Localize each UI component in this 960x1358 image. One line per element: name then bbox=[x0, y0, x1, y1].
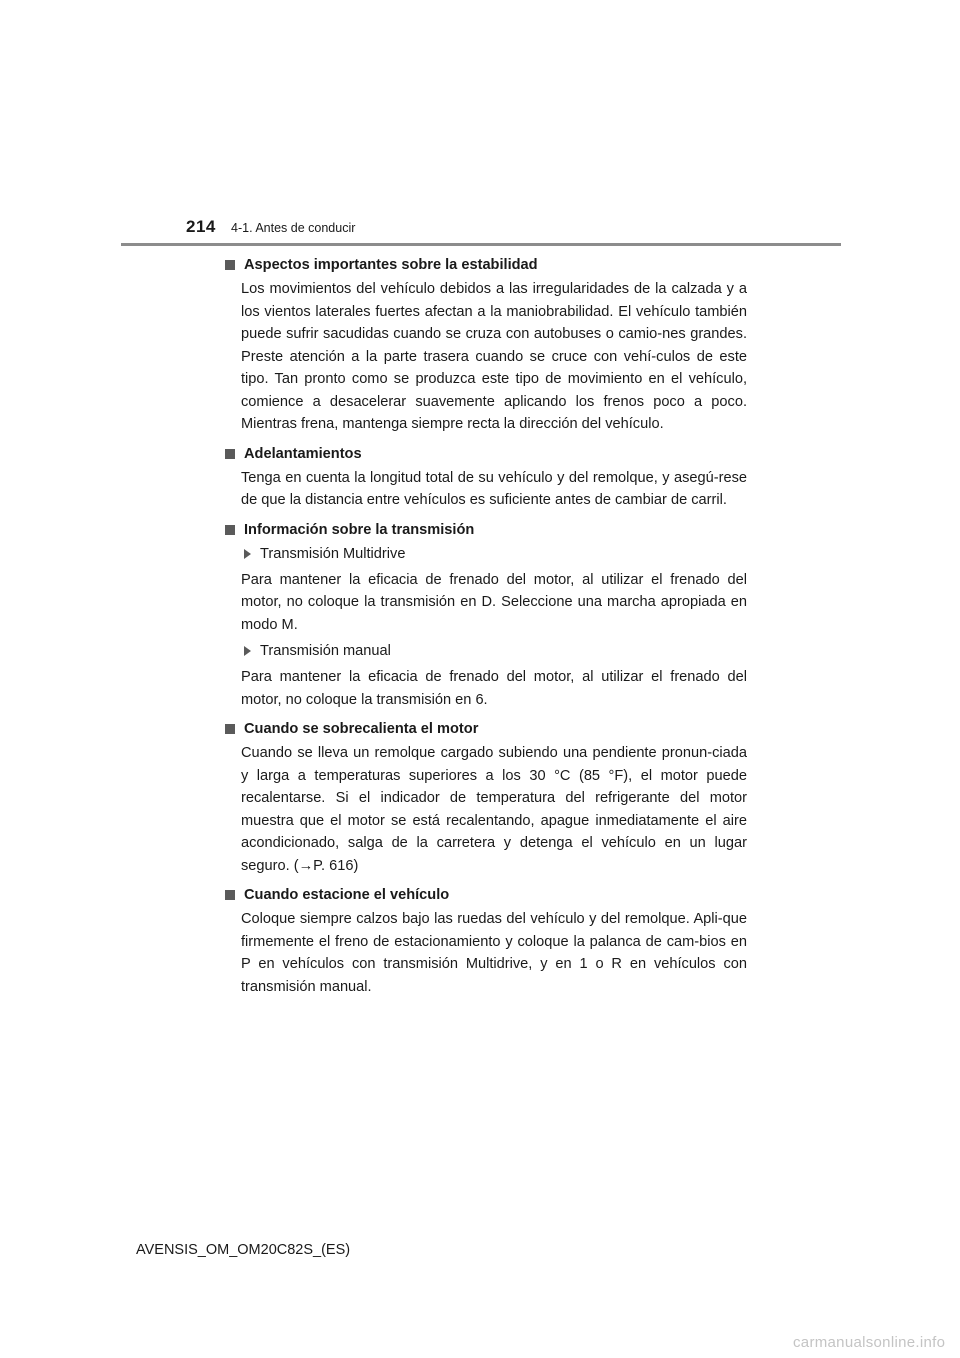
triangle-bullet-icon bbox=[244, 646, 251, 656]
section-transmission bbox=[222, 519, 747, 712]
section-overtaking bbox=[222, 443, 747, 512]
section-heading-text: Información sobre la transmisión bbox=[244, 521, 475, 538]
section-heading bbox=[222, 884, 747, 906]
section-heading bbox=[222, 718, 747, 740]
section-heading-text: Aspectos importantes sobre la estabilidad bbox=[244, 257, 538, 273]
section-paragraph: Coloque siempre calzos bajo las ruedas del vehículo y del remolque. Apli-que firmemente el freno de estacionamiento y coloque la palanca de cam-bios en P en vehículos con transmisión Multidrive, y en 1 o R en vehículos con transmisión manual. bbox=[241, 911, 747, 995]
page-number: 214 bbox=[186, 217, 216, 236]
section-heading bbox=[222, 254, 747, 276]
section-overheating bbox=[222, 718, 747, 877]
square-bullet-icon bbox=[225, 449, 235, 459]
section-heading-text: Cuando estacione el vehículo bbox=[244, 887, 450, 903]
section-paragraph: Los movimientos del vehículo debidos a las irregularidades de la calzada y a los vientos laterales fuertes afectan a la maniobrabilidad. El vehículo también puede sufrir sacudidas cuando se cruza con autobuses o camio-nes grandes. Preste atención a la parte trasera cuando se cruce con vehí-culos de este tipo. Tan pronto como se produzca este tipo de movimiento en el vehículo, comience a desacelerar suavemente aplicando los frenos poco a poco. Mientras frena, mantenga siempre recta la dirección del vehículo. bbox=[241, 281, 747, 432]
subsection-label-multidrive bbox=[244, 543, 747, 565]
document-code: AVENSIS_OM_OM20C82S_(ES) bbox=[136, 1242, 351, 1258]
section-heading-text: Adelantamientos bbox=[244, 445, 362, 462]
subsection-label-text: Transmisión Multidrive bbox=[260, 545, 406, 562]
square-bullet-icon bbox=[225, 890, 235, 900]
square-bullet-icon bbox=[225, 724, 235, 734]
page-header bbox=[0, 0, 960, 250]
page-content bbox=[222, 254, 747, 1005]
section-title: 4-1. Antes de conducir bbox=[231, 221, 356, 235]
header-divider bbox=[121, 243, 841, 246]
section-heading bbox=[222, 519, 747, 541]
section-paragraph: Para mantener la eficacia de frenado del motor, al utilizar el frenado del motor, no coloque la transmisión en D. Seleccione una marcha apropiada en modo M. bbox=[241, 571, 747, 633]
section-paragraph: Cuando se lleva un remolque cargado subiendo una pendiente pronun-ciada y larga a temperaturas superiores a los 30 °C (85 °F), el motor puede recalentarse. Si el indicador de temperatura del refrigerante del motor muestra que el motor se está recalentando, apague inmediatamente el aire acondicionado, salga de la carretera y detenga el vehículo en un lugar seguro. (→P. 616) bbox=[241, 745, 747, 874]
section-paragraph: Para mantener la eficacia de frenado del motor, al utilizar el frenado del motor, no coloque la transmisión en 6. bbox=[241, 669, 747, 708]
section-heading bbox=[222, 443, 747, 465]
triangle-bullet-icon bbox=[244, 549, 251, 559]
section-paragraph: Tenga en cuenta la longitud total de su vehículo y del remolque, y asegú-rese de que la distancia entre vehículos es suficiente antes de cambiar de carril. bbox=[241, 469, 747, 508]
watermark: carmanualsonline.info bbox=[793, 1334, 946, 1351]
square-bullet-icon bbox=[225, 260, 235, 270]
section-stability bbox=[222, 254, 747, 436]
section-heading-text: Cuando se sobrecalienta el motor bbox=[244, 721, 479, 737]
section-parking bbox=[222, 884, 747, 998]
subsection-label-text: Transmisión manual bbox=[260, 643, 391, 659]
subsection-label-manual bbox=[244, 640, 747, 662]
square-bullet-icon bbox=[225, 525, 235, 535]
